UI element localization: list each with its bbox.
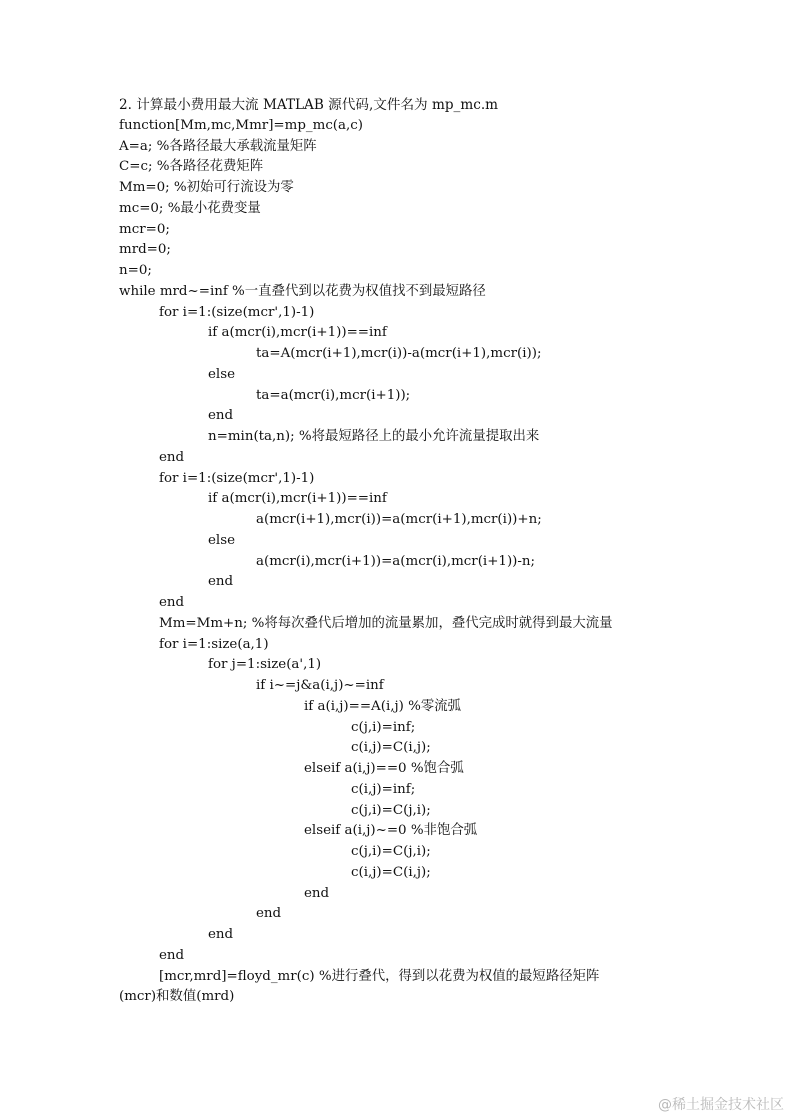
code-line: elseif a(i,j)~=0 %非饱合弧 [304, 823, 478, 839]
code-line: Mm=Mm+n; %将每次叠代后增加的流量累加，叠代完成时就得到最大流量 [159, 615, 613, 631]
code-line: end [256, 906, 282, 922]
code-line: c(i,j)=C(i,j); [351, 864, 431, 880]
code-line: a(mcr(i),mcr(i+1))=a(mcr(i),mcr(i+1))-n; [256, 553, 536, 569]
code-line: c(j,i)=C(j,i); [351, 844, 431, 859]
code-line: end [159, 449, 185, 465]
section-heading: 2. 计算最小费用最大流 MATLAB 源代码,文件名为 mp_mc.m [119, 97, 499, 113]
code-line: while mrd~=inf %一直叠代到以花费为权值找不到最短路径 [119, 283, 486, 299]
code-line: c(j,i)=inf; [351, 719, 416, 735]
code-line: end [208, 408, 234, 424]
code-line: a(mcr(i+1),mcr(i))=a(mcr(i+1),mcr(i))+n; [256, 512, 542, 527]
code-block [119, 95, 779, 1008]
watermark: @稀土掘金技术社区 [658, 1097, 784, 1113]
code-line: Mm=0; %初始可行流设为零 [119, 180, 294, 195]
code-line: end [159, 595, 185, 610]
code-line: mrd=0; [119, 242, 171, 258]
code-line: if a(mcr(i),mcr(i+1))==inf [208, 325, 387, 341]
code-line: else [208, 532, 236, 548]
code-line: if i~=j&a(i,j)~=inf [256, 678, 384, 693]
code-line: mcr=0; [119, 221, 170, 237]
code-line: n=min(ta,n); %将最短路径上的最小允许流量提取出来 [208, 429, 540, 444]
code-line: A=a; %各路径最大承载流量矩阵 [119, 138, 317, 154]
code-line: for i=1:(size(mcr',1)-1) [159, 304, 315, 320]
code-line: function[Mm,mc,Mmr]=mp_mc(a,c) [119, 117, 363, 133]
code-line: mc=0; %最小花费变量 [119, 200, 261, 216]
code-line: C=c; %各路径花费矩阵 [119, 159, 264, 175]
code-line: elseif a(i,j)==0 %饱合弧 [304, 761, 464, 776]
code-line: ta=a(mcr(i),mcr(i+1)); [256, 387, 411, 403]
code-line: (mcr)和数值(mrd) [119, 989, 235, 1005]
code-line: for i=1:size(a,1) [159, 636, 269, 652]
code-line: end [159, 947, 185, 963]
code-line: for i=1:(size(mcr',1)-1) [159, 470, 315, 486]
code-line: c(i,j)=C(i,j); [351, 740, 431, 756]
code-line: end [304, 885, 330, 901]
code-line: end [208, 574, 234, 590]
code-line: end [208, 927, 234, 942]
code-line: n=0; [119, 263, 152, 278]
code-line: if a(mcr(i),mcr(i+1))==inf [208, 491, 387, 507]
code-line: if a(i,j)==A(i,j) %零流弧 [304, 698, 462, 714]
code-line: ta=A(mcr(i+1),mcr(i))-a(mcr(i+1),mcr(i)); [256, 346, 542, 361]
code-line: [mcr,mrd]=floyd_mr(c) %进行叠代，得到以花费为权值的最短路径矩阵 [159, 968, 600, 984]
code-line: c(j,i)=C(j,i); [351, 802, 431, 818]
code-line: else [208, 366, 236, 382]
code-line: for j=1:size(a',1) [208, 657, 322, 673]
code-line: c(i,j)=inf; [351, 781, 416, 797]
